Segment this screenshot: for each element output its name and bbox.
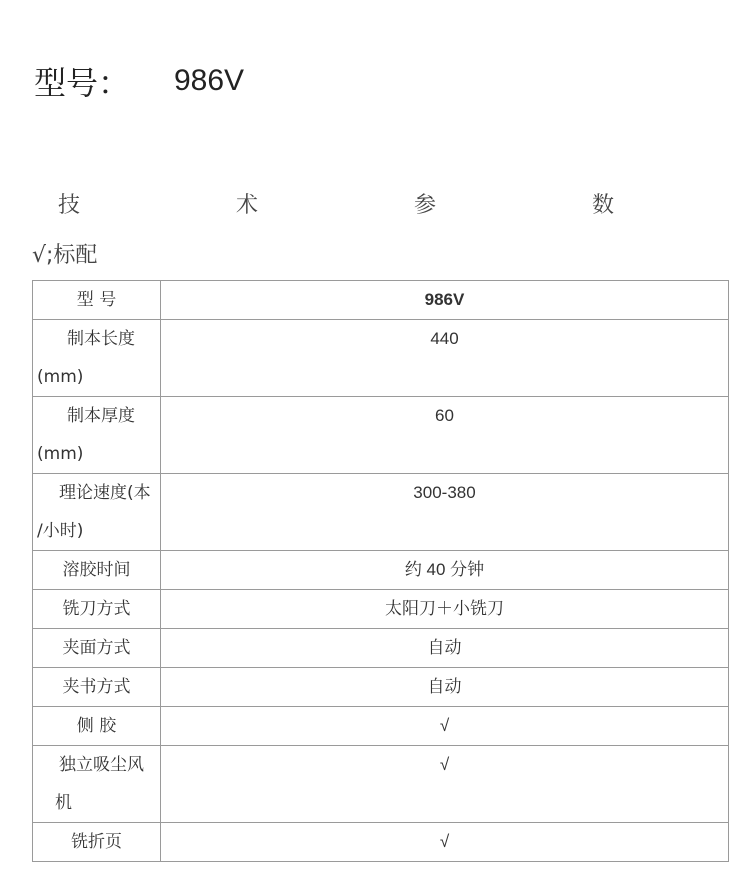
model-value: 986V [174,64,245,97]
row-key-line1: 制本长度 [67,329,135,349]
row-value: 60 [161,397,729,474]
row-key [33,746,161,823]
model-label: 型号： [34,64,131,102]
row-key-line1: 独立吸尘风 [59,755,144,775]
spec-table [32,280,729,862]
row-value: 太阳刀＋小铣刀 [161,590,729,629]
standard-note: √;标配 [32,243,98,268]
table-row [33,590,729,629]
row-key-line2: /小时) [37,521,84,541]
row-key: 夹书方式 [33,668,161,707]
row-key-line1: 理论速度(本 [59,483,151,503]
table-row [33,823,729,862]
heading-char-3: 参 [414,193,437,218]
row-value: √ [161,707,729,746]
row-key-line2: (mm) [37,444,84,464]
row-key [33,397,161,474]
table-row [33,281,729,320]
row-value: 986V [161,281,729,320]
model-line [34,58,244,104]
table-row [33,629,729,668]
row-key [33,320,161,397]
table-row [33,320,729,397]
row-key: 侧 胶 [33,707,161,746]
row-value: 自动 [161,629,729,668]
row-value: √ [161,823,729,862]
table-row [33,551,729,590]
table-row [33,746,729,823]
table-row [33,474,729,551]
row-key: 铣刀方式 [33,590,161,629]
heading-char-4: 数 [592,193,615,218]
row-key-line2: (mm) [37,367,84,387]
heading-char-1: 技 [58,193,81,218]
heading-char-2: 术 [236,193,259,218]
spec-heading [0,188,750,222]
row-key: 铣折页 [33,823,161,862]
row-value: √ [161,746,729,823]
row-value: 440 [161,320,729,397]
row-key: 溶胶时间 [33,551,161,590]
table-row [33,668,729,707]
row-key: 型 号 [33,281,161,320]
row-value: 自动 [161,668,729,707]
table-row [33,397,729,474]
row-key-line1: 制本厚度 [67,406,135,426]
row-key [33,474,161,551]
row-key-line2: 机 [55,793,72,813]
row-value: 约 40 分钟 [161,551,729,590]
row-key: 夹面方式 [33,629,161,668]
row-value: 300-380 [161,474,729,551]
table-row [33,707,729,746]
